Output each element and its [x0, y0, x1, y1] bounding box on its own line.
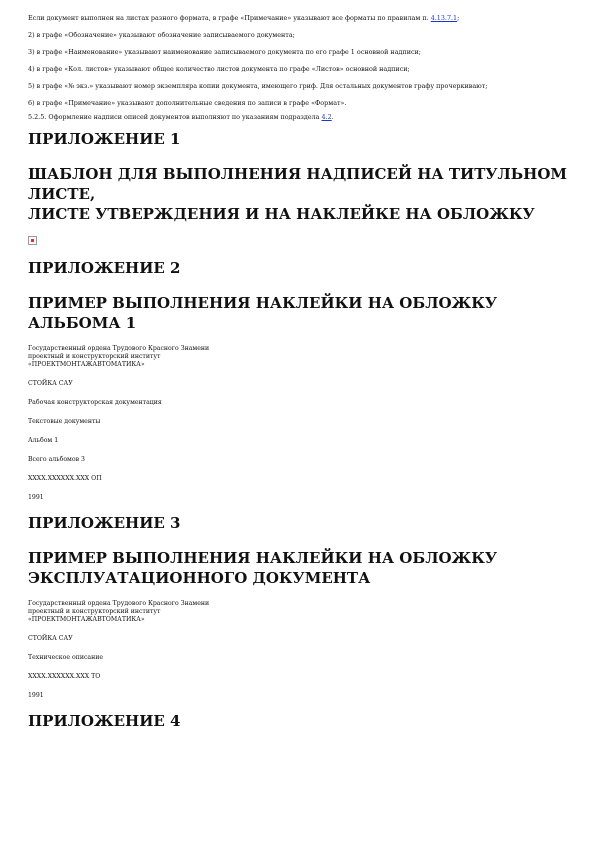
org-line-2: проектный и конструкторский институт	[28, 353, 161, 360]
appendix-1-title-line-3: ЛИСТЕ УТВЕРЖДЕНИЯ И НА НАКЛЕЙКЕ НА ОБЛОЖКУ	[28, 205, 535, 223]
appendix-1-title-line-1: ШАБЛОН ДЛЯ ВЫПОЛНЕНИЯ НАДПИСЕЙ НА ТИТУЛЬНОМ	[28, 165, 568, 183]
doc-type: Техническое описание	[28, 654, 104, 661]
item-name: СТОЙКА САУ	[28, 380, 73, 387]
appendix-2-title-line-2: АЛЬБОМА 1	[28, 314, 137, 332]
link-4-13-7-1[interactable]: 4.13.7.1	[430, 14, 458, 22]
intro-text-7-end: .	[331, 113, 334, 121]
appendix-2-heading: ПРИЛОЖЕНИЕ 2	[28, 259, 181, 277]
org-line-2: проектный и конструкторский институт	[28, 608, 161, 615]
org-line-3: «ПРОЕКТМОНТАЖАВТОМАТИКА»	[28, 361, 145, 368]
appendix-2-label-sample	[28, 345, 573, 502]
intro-paragraph-2: 2) в графе «Обозначение» указывают обозначение записываемого документа;	[28, 31, 295, 39]
intro-paragraph-5: 5) в графе «№ экз.» указывают номер экземпляра копии документа, имеющего гриф. Для остальных документов графу прочеркивают;	[28, 82, 488, 90]
doc-type: Рабочая конструкторская документация	[28, 399, 162, 406]
intro-paragraph-1	[28, 14, 573, 23]
album-total: Всего альбомов 3	[28, 456, 85, 463]
intro-text-7: 5.2.5. Оформление надписи описей документов выполняют по указаниям подраздела	[28, 113, 320, 121]
intro-paragraph-4: 4) в графе «Кол. листов» указывают общее количество листов документа по графе «Листов» основной надписи;	[28, 65, 410, 73]
org-line-1: Государственный ордена Трудового Красного Знамени	[28, 345, 210, 352]
album-number: Альбом 1	[28, 437, 59, 444]
appendix-3-label-sample	[28, 600, 573, 700]
intro-paragraph-3: 3) в графе «Наименование» указывают наименование записываемого документа по его графе 1 основной надписи;	[28, 48, 421, 56]
docs-name: Текстовые документы	[28, 418, 101, 425]
intro-text-1: Если документ выполнен на листах разного формата, в графе «Примечание» указывают все форматы по правилам п.	[28, 14, 429, 22]
appendix-3-title-line-1: ПРИМЕР ВЫПОЛНЕНИЯ НАКЛЕЙКИ НА ОБЛОЖКУ	[28, 549, 498, 567]
doc-code: ХХХХ.ХХХХХХ.ХХХ ОП	[28, 475, 102, 482]
appendix-2-title	[28, 293, 573, 333]
appendix-1-heading: ПРИЛОЖЕНИЕ 1	[28, 130, 181, 148]
link-4-2[interactable]: 4.2	[321, 113, 332, 121]
broken-image-icon	[28, 236, 37, 245]
appendix-4-heading: ПРИЛОЖЕНИЕ 4	[28, 712, 181, 730]
document-page	[28, 14, 573, 746]
doc-year: 1991	[28, 494, 44, 501]
intro-text-1-end: ;	[457, 14, 460, 22]
appendix-1-title	[28, 164, 573, 224]
doc-code: ХХХХ.ХХХХХХ.ХХХ ТО	[28, 673, 101, 680]
appendix-2-title-line-1: ПРИМЕР ВЫПОЛНЕНИЯ НАКЛЕЙКИ НА ОБЛОЖКУ	[28, 294, 498, 312]
intro-paragraph-6: 6) в графе «Примечание» указывают дополнительные сведения по записи в графе «Формат».	[28, 99, 347, 107]
org-line-3: «ПРОЕКТМОНТАЖАВТОМАТИКА»	[28, 616, 145, 623]
appendix-1-title-line-2: ЛИСТЕ,	[28, 185, 96, 203]
appendix-3-heading: ПРИЛОЖЕНИЕ 3	[28, 514, 181, 532]
doc-year: 1991	[28, 692, 44, 699]
appendix-3-title	[28, 548, 573, 588]
intro-paragraph-7	[28, 113, 573, 122]
appendix-3-title-line-2: ЭКСПЛУАТАЦИОННОГО ДОКУМЕНТА	[28, 569, 371, 587]
org-line-1: Государственный ордена Трудового Красного Знамени	[28, 600, 210, 607]
item-name: СТОЙКА САУ	[28, 635, 73, 642]
